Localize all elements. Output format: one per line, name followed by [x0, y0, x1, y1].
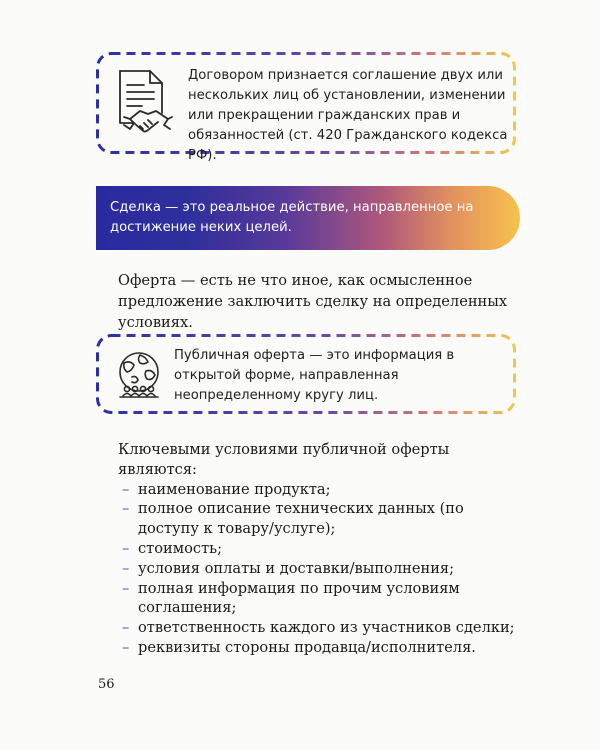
list-item: – наименование продукта; — [122, 480, 331, 498]
dash-bullet: – — [122, 619, 130, 637]
public-offer-box — [96, 334, 516, 414]
contract-handshake-icon — [112, 67, 174, 139]
list-item: – полная информация по прочим условиям соглашения; — [122, 579, 460, 617]
page-number: 56 — [98, 677, 115, 692]
contract-definition-text: Договором признается соглашение двух или нескольких лиц об установлении, изменении или прекращении гражданских прав и обязанностей (ст. 420 Гражданского кодекса РФ). — [188, 68, 508, 163]
dash-bullet: – — [122, 559, 130, 577]
list-item: – полное описание технических данных (по доступу к товару/услуге); — [122, 500, 464, 538]
list-item: – реквизиты стороны продавца/исполнителя. — [122, 638, 476, 656]
deal-definition-banner — [96, 186, 520, 250]
globe-crowd-icon — [110, 345, 168, 403]
key-conditions-intro: Ключевыми условиями публичной оферты являются: — [118, 441, 450, 478]
list-item: – ответственность каждого из участников сделки; — [122, 619, 515, 637]
key-conditions-list — [118, 480, 528, 658]
dash-bullet: – — [122, 638, 130, 656]
public-offer-text: Публичная оферта — это информация в открытой форме, направленная неопределенному кругу лиц. — [174, 348, 455, 403]
deal-definition-text: Сделка — это реальное действие, направленное на достижение неких целей. — [110, 200, 474, 235]
key-conditions — [118, 440, 528, 658]
contract-definition-box — [96, 52, 516, 163]
list-item: – стоимость; — [122, 539, 223, 557]
dash-bullet: – — [122, 500, 130, 518]
dash-bullet: – — [122, 480, 130, 498]
dash-bullet: – — [122, 539, 130, 557]
offer-paragraph: Оферта — есть не что иное, как осмысленное предложение заключить сделку на определенных условиях. — [118, 272, 508, 331]
dash-bullet: – — [122, 579, 130, 597]
list-item: – условия оплаты и доставки/выполнения; — [122, 559, 455, 577]
